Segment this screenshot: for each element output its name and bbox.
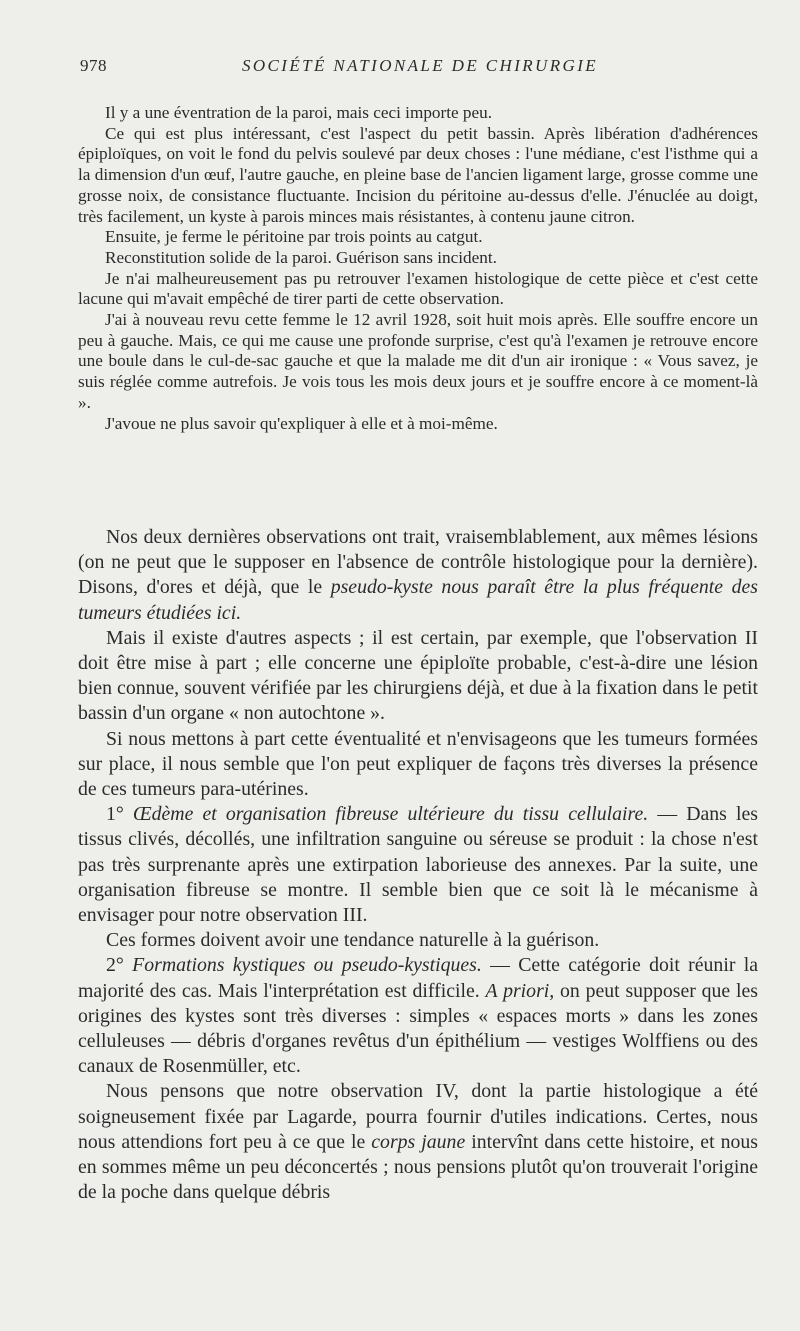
- running-title: SOCIÉTÉ NATIONALE DE CHIRURGIE: [241, 56, 599, 75]
- text-run: on peut supposer que les origines des kystes sont très diverses : simples « espaces morts » dans les zones celluleuses — débris d'organes revêtus d'un épithélium — vestiges Wolffiens ou des canaux de Rosenmüller, etc.: [78, 979, 758, 1078]
- italic-run: corps jaune: [371, 1130, 466, 1153]
- text-run: — Cette catégorie doit réunir la majorité des cas. Mais l'interprétation est difficile.: [78, 954, 758, 1002]
- case-report: [78, 103, 758, 434]
- section-heading: Formations kystiques ou pseudo-kystiques.: [132, 954, 482, 977]
- section-number: 2°: [106, 954, 124, 977]
- italic-run: pseudo-kyste nous paraît être la plus fréquente des tumeurs étudiées ici.: [78, 576, 758, 624]
- discussion-paragraph: [78, 802, 758, 928]
- case-paragraph: Ce qui est plus intéressant, c'est l'aspect du petit bassin. Après libération d'adhérences épiploïques, on voit le fond du pelvis soulevé par deux choses : l'une médiane, c'est l'isthme qui a la dimension d'un œuf, l'autre gauche, en pleine base de l'ancien ligament large, grosse comme une grosse noix, de consistance fluctuante. Incision du péritoine au-dessus d'elle. J'énuclée au doigt, très facilement, un kyste à parois minces mais résistantes, à contenu jaune citron.: [78, 123, 758, 226]
- text-run: intervînt dans cette histoire, et nous en sommes même un peu déconcertés ; nous pensions plutôt qu'on trouverait l'origine de la poche dans quelque débris: [78, 1130, 758, 1204]
- discussion-paragraph: Mais il existe d'autres aspects ; il est certain, par exemple, que l'observation II doit être mise à part ; elle concerne une épiploïte probable, c'est-à-dire une lésion bien connue, souvent vérifiée par les chirurgiens déjà, et due à la fixation dans le petit bassin d'un organe « non autochtone ».: [78, 626, 758, 725]
- text-run: Nos deux dernières observations ont trait, vraisemblablement, aux mêmes lésions (on ne peut que le supposer en l'absence de contrôle histologique pour la dernière). Disons, d'ores et déjà, que le: [78, 526, 758, 599]
- text-run: — Dans les tissus clivés, décollés, une infiltration sanguine ou séreuse se produit : la chose n'est pas très surprenante après une extirpation laborieuse des annexes. Par la suite, une organisation fibreuse se montre. Il semble bien que ce soit là le mécanisme à envisager pour notre observation III.: [78, 803, 758, 927]
- discussion: [78, 525, 758, 1205]
- discussion-paragraph: [78, 525, 758, 626]
- discussion-paragraph: [78, 953, 758, 1079]
- case-paragraph: Reconstitution solide de la paroi. Guérison sans incident.: [105, 247, 497, 267]
- text-run: Nous pensons que notre observation IV, dont la partie histologique a été soigneusement fixée par Lagarde, pourra fournir d'utiles indications. Certes, nous nous attendions fort peu à ce que le: [78, 1080, 758, 1153]
- section-number: 1°: [106, 803, 124, 826]
- italic-run: A priori,: [485, 979, 555, 1002]
- page-header: [80, 56, 760, 82]
- discussion-paragraph: Si nous mettons à part cette éventualité et n'envisageons que les tumeurs formées sur place, il nous semble que l'on peut expliquer de façons très diverses la présence de ces tumeurs para-utérines.: [78, 727, 758, 801]
- discussion-paragraph: [78, 1079, 758, 1205]
- case-paragraph: Je n'ai malheureusement pas pu retrouver l'examen histologique de cette pièce et c'est cette lacune qui m'avait empêché de tirer parti de cette observation.: [78, 268, 758, 309]
- case-paragraph: Ensuite, je ferme le péritoine par trois points au catgut.: [105, 227, 483, 247]
- case-paragraph: J'avoue ne plus savoir qu'expliquer à elle et à moi-même.: [105, 413, 498, 433]
- case-paragraph: J'ai à nouveau revu cette femme le 12 avril 1928, soit huit mois après. Elle souffre encore un peu à gauche. Mais, ce qui me cause une profonde surprise, c'est qu'à l'examen je retrouve encore une boule dans le cul-de-sac gauche et que la malade me dit d'un air ironique : « Vous savez, je suis réglée comme autrefois. Je vois tous les mois deux jours et je souffre encore à ce moment-là ».: [78, 310, 758, 412]
- discussion-paragraph: Ces formes doivent avoir une tendance naturelle à la guérison.: [106, 929, 600, 952]
- page-number: 978: [80, 56, 107, 75]
- section-heading: Œdème et organisation fibreuse ultérieure du tissu cellulaire.: [132, 803, 649, 826]
- case-paragraph: Il y a une éventration de la paroi, mais ceci importe peu.: [105, 103, 493, 122]
